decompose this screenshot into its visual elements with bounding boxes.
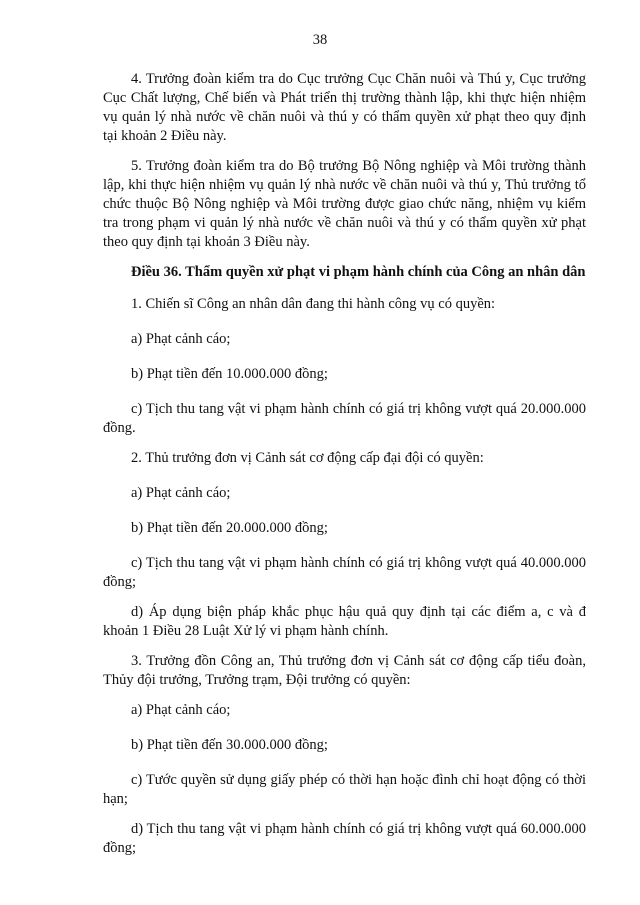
page-number: 38	[312, 32, 328, 48]
clause-2-intro: 2. Thủ trưởng đơn vị Cảnh sát cơ động cấp đại đội có quyền:	[131, 450, 484, 466]
clause-1-point-c: c) Tịch thu tang vật vi phạm hành chính có giá trị không vượt quá 20.000.000 đồng.	[103, 401, 586, 436]
clause-3-point-a: a) Phạt cảnh cáo;	[131, 702, 231, 718]
clause-2-point-a: a) Phạt cảnh cáo;	[131, 485, 231, 501]
clause-1-point-b: b) Phạt tiền đến 10.000.000 đồng;	[131, 366, 328, 382]
clause-1-point-a: a) Phạt cảnh cáo;	[131, 331, 231, 347]
clause-3-point-b: b) Phạt tiền đến 30.000.000 đồng;	[131, 737, 328, 753]
clause-1-intro: 1. Chiến sĩ Công an nhân dân đang thi hành công vụ có quyền:	[131, 296, 496, 312]
article-36-heading: Điều 36. Thẩm quyền xử phạt vi phạm hành chính của Công an nhân dân	[131, 264, 586, 280]
clause-2-point-b: b) Phạt tiền đến 20.000.000 đồng;	[131, 520, 328, 536]
clause-2-point-d: d) Áp dụng biện pháp khắc phục hậu quả quy định tại các điểm a, c và đ khoản 1 Điều 28 Luật Xử lý vi phạm hành chính.	[103, 604, 586, 639]
clause-3-point-d: d) Tịch thu tang vật vi phạm hành chính có giá trị không vượt quá 60.000.000 đồng;	[103, 821, 586, 856]
clause-3-point-c: c) Tước quyền sử dụng giấy phép có thời hạn hoặc đình chỉ hoạt động có thời hạn;	[103, 772, 586, 807]
clause-3-intro: 3. Trưởng đồn Công an, Thủ trưởng đơn vị Cảnh sát cơ động cấp tiểu đoàn, Thủy đội trưởng, Trưởng trạm, Đội trưởng có quyền:	[103, 653, 586, 688]
document-body	[103, 70, 586, 869]
clause-2-point-c: c) Tịch thu tang vật vi phạm hành chính có giá trị không vượt quá 40.000.000 đồng;	[103, 555, 586, 590]
clause-5: 5. Trưởng đoàn kiểm tra do Bộ trưởng Bộ Nông nghiệp và Môi trường thành lập, khi thực hiện nhiệm vụ quản lý nhà nước về chăn nuôi và thú y, Thủ trưởng tổ chức thuộc Bộ Nông nghiệp và Môi trường được giao chức năng, nhiệm vụ kiểm tra trong phạm vi quản lý nhà nước về chăn nuôi và thú y có thẩm quyền xử phạt theo quy định tại khoản 3 Điều này.	[103, 158, 586, 250]
clause-4: 4. Trưởng đoàn kiểm tra do Cục trưởng Cục Chăn nuôi và Thú y, Cục trưởng Cục Chất lượng, Chế biến và Phát triển thị trường thành lập, khi thực hiện nhiệm vụ quản lý nhà nước về chăn nuôi và thú y có thẩm quyền xử phạt theo quy định tại khoản 2 Điều này.	[103, 71, 586, 144]
